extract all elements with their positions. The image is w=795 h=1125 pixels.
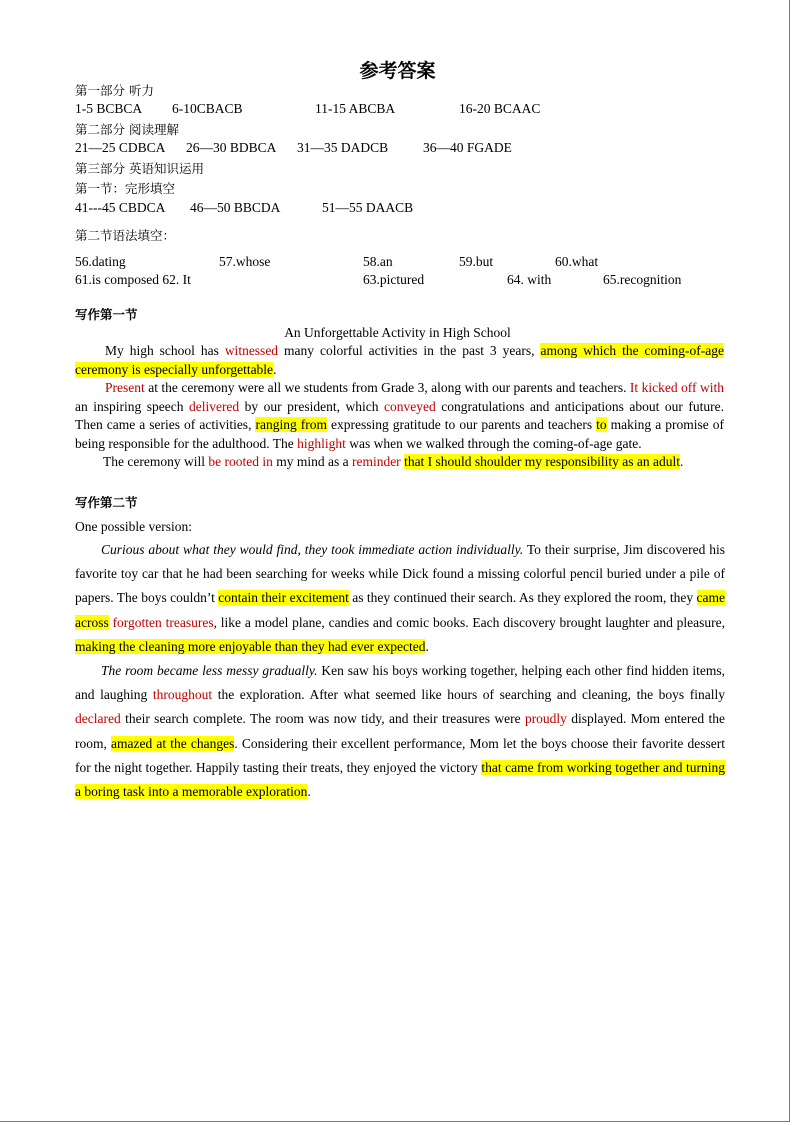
highlighted-phrase: ranging from: [255, 417, 327, 432]
essay-paragraph-1: [75, 342, 724, 379]
answer-group: 46—50 BBCDA: [190, 200, 281, 215]
text-run: their search complete. The room was now tidy, and their treasures were: [120, 711, 525, 727]
essay-title: An Unforgettable Activity in High School: [284, 325, 511, 340]
answer-group: 31—35 DADCB: [297, 140, 389, 155]
story-continuation: [75, 538, 725, 804]
text-run: To their surprise, Jim discovered his favorite toy car that he had been searching for weeks while Dick found a missing colorful pencil buried under a pile of papers. The boys couldn’t: [75, 542, 725, 606]
answer-group: 41---45 CBDCA: [75, 200, 166, 215]
text-run: My high school has: [105, 343, 225, 358]
text-run: .: [307, 784, 311, 800]
key-expression: be rooted in: [208, 454, 273, 469]
highlighted-phrase: contain their excitement: [218, 590, 349, 606]
text-run: many colorful activities in the past 3 years,: [278, 343, 541, 358]
grammar-answer: 58.an: [363, 254, 393, 269]
answer-group: 51—55 DAACB: [322, 200, 414, 215]
grammar-answer: 65.recognition: [603, 272, 682, 287]
answer-group: 36—40 FGADE: [423, 140, 512, 155]
page-title: 参考答案: [359, 60, 436, 82]
key-expression: declared: [75, 711, 121, 727]
text-run: was when we walked through the coming-of-age gate.: [345, 435, 642, 451]
key-expression: conveyed: [384, 398, 436, 414]
given-sentence: The room became less messy gradually.: [101, 663, 318, 679]
text-run: .: [680, 454, 684, 469]
text-run: . Considering their excellent performance, Mom let the boys choose their favorite dessert for the night together. Happily tasting their treats, they enjoyed the victory: [75, 735, 725, 775]
answer-group: 1-5 BCBCA: [75, 101, 143, 116]
key-expression: reminder: [351, 454, 401, 469]
text-run: the exploration. After what seemed like hours of searching and cleaning, the boys finally: [212, 687, 725, 703]
version-intro: One possible version:: [75, 519, 192, 534]
highlighted-phrase: among which the coming-of-age ceremony is especially unforgettable: [75, 343, 725, 377]
highlighted-phrase: that I should shoulder my responsibility as an adult: [404, 454, 681, 469]
essay-paragraph: [75, 342, 724, 472]
grammar-answer: 64. with: [507, 272, 552, 287]
text-run: .: [425, 638, 429, 654]
story-paragraph-2: [75, 659, 725, 804]
answer-group: 16-20 BCAAC: [459, 101, 541, 116]
writing2-heading: 写作第二节: [75, 495, 138, 510]
essay-paragraph-3: [75, 453, 724, 472]
text-run: , like a model plane, candies and comic books. Each discovery brought laughter and pleasure,: [213, 614, 725, 630]
key-expression: delivered: [188, 398, 240, 414]
key-expression: proudly: [524, 711, 567, 727]
story-paragraph-1: [75, 538, 725, 659]
key-expression: throughout: [152, 687, 213, 703]
text-run: expressing gratitude to our parents and teachers: [326, 417, 597, 432]
highlighted-phrase: making the cleaning more enjoyable than they had ever expected: [75, 638, 426, 654]
highlighted-phrase: came across: [75, 590, 725, 630]
grammar-answer: 56.dating: [75, 254, 126, 269]
text-run: an inspiring speech: [75, 398, 189, 414]
highlighted-phrase: amazed at the changes: [111, 735, 235, 751]
part3-heading: 第三部分 英语知识运用: [75, 161, 204, 176]
grammar-answer: 60.what: [555, 254, 599, 269]
highlighted-phrase: that came from working together and turning a boring task into a memorable exploration: [75, 759, 725, 800]
key-expression: forgotten treasures: [112, 614, 214, 630]
given-sentence: Curious about what they would find, they took immediate action individually.: [101, 542, 524, 557]
answer-group: 26—30 BDBCA: [186, 140, 277, 155]
answer-group: 11-15 ABCBA: [315, 101, 396, 116]
grammar-answer: 63.pictured: [363, 272, 425, 287]
answer-group: 6-10CBACB: [172, 101, 243, 116]
text-run: congratulations and anticipations about our future. Then came a series of activities,: [75, 398, 724, 432]
key-expression: It kicked off with: [629, 380, 724, 395]
answer-group: 21—25 CDBCA: [75, 140, 166, 155]
text-run: my mind as a: [272, 454, 352, 469]
text-run: .: [273, 361, 277, 377]
text-run: Ken saw his boys working together, helping each other find hidden items, and laughing: [75, 663, 725, 703]
writing1-heading: 写作第一节: [75, 307, 138, 322]
part2-heading: 第二部分 阅读理解: [75, 122, 179, 137]
key-expression: Present: [105, 380, 145, 395]
text-run: at the ceremony were all we students from Grade 3, along with our parents and teachers.: [144, 380, 630, 395]
essay-paragraph-2: [75, 379, 724, 453]
key-expression: witnessed: [224, 343, 279, 358]
section2-heading: 第二节语法填空：: [75, 228, 176, 243]
text-run: by our president, which: [239, 398, 384, 414]
part1-heading: 第一部分 听力: [75, 83, 154, 98]
grammar-answer: 61.is composed 62. It: [75, 272, 191, 287]
grammar-answer: 57.whose: [219, 254, 271, 269]
text-run: making a promise of being responsible for the adulthood. The: [75, 417, 724, 451]
text-run: displayed. Mom entered the room,: [75, 711, 725, 751]
grammar-answer: 59.but: [459, 254, 494, 269]
key-expression: highlight: [297, 435, 346, 451]
section1-heading: 第一节：完形填空: [75, 181, 176, 196]
highlighted-phrase: to: [596, 417, 607, 432]
text-run: The ceremony will: [103, 454, 209, 469]
text-run: as they continued their search. As they explored the room, they: [348, 590, 697, 606]
